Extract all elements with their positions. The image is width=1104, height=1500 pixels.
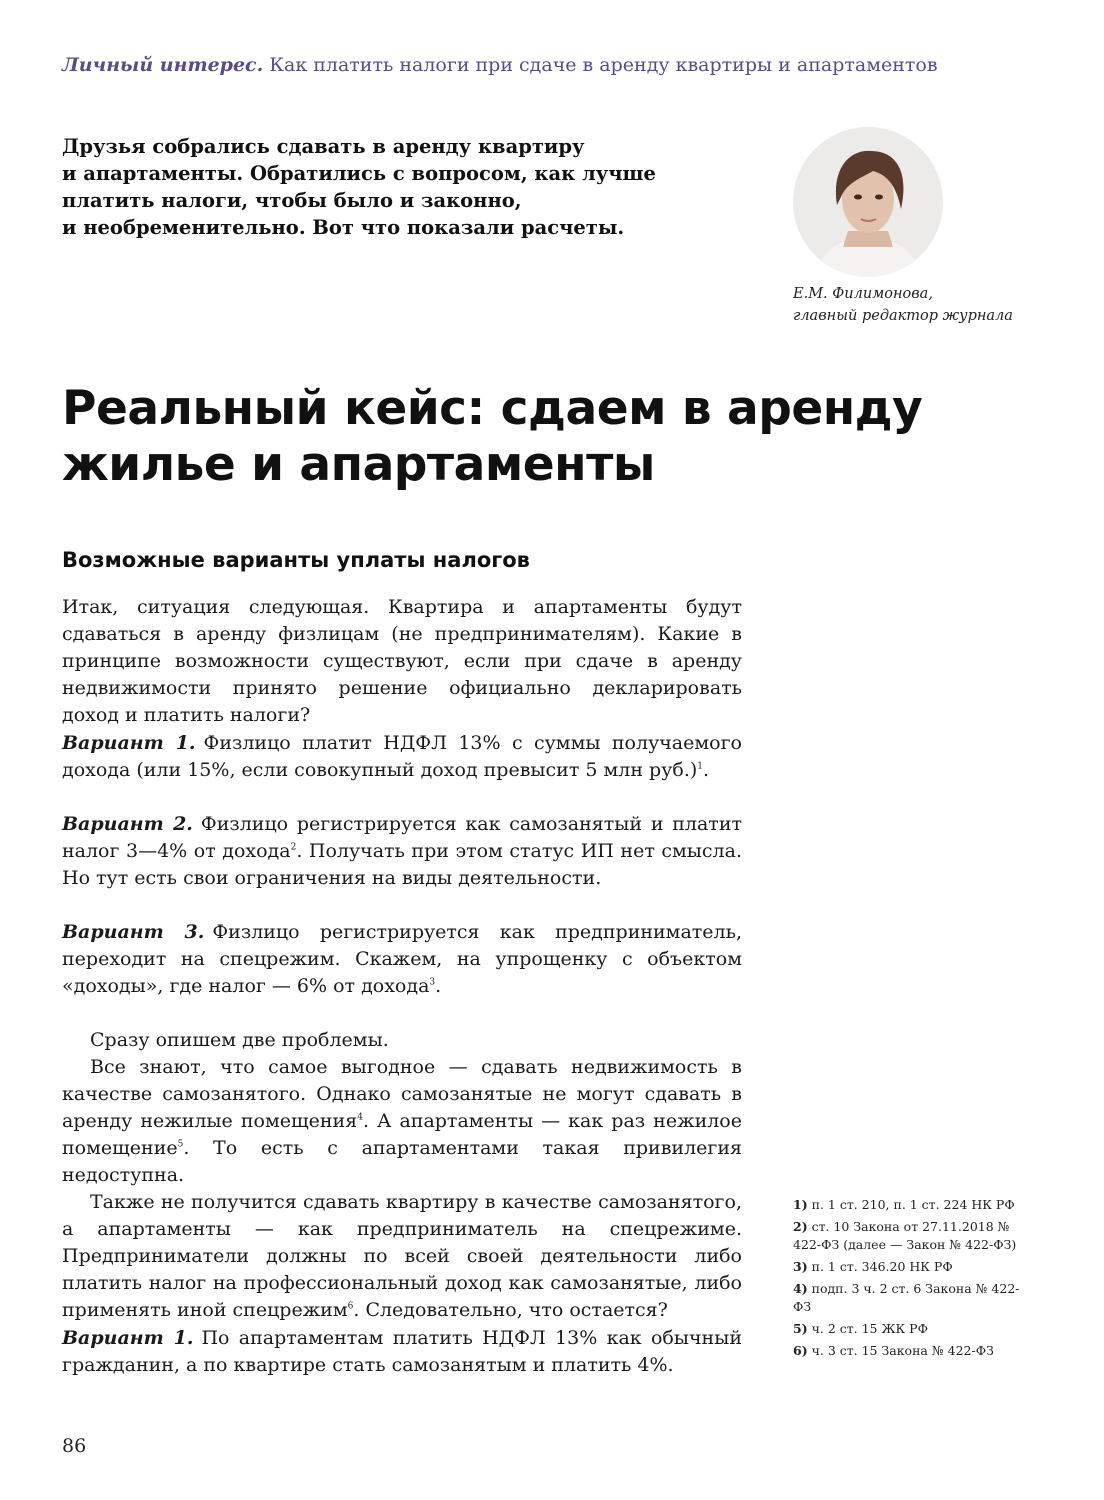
article-title-line: Реальный кейс: сдаем в аренду	[62, 381, 923, 436]
variant-label: Вариант 1.	[62, 1327, 194, 1349]
variant-text: По апартаментам платить НДФЛ 13% как обычный гражданин, а по квартире стать самозанятым и платить 4%.	[62, 1327, 742, 1376]
header-rubric: Личный интерес.	[62, 54, 264, 76]
footnote-item: 4) подп. 3 ч. 2 ст. 6 Закона № 422-ФЗ	[793, 1281, 1020, 1314]
body-paragraph: Также не получится сдавать квартиру в качестве самозанятого, а апартаменты — как предприниматель на спецрежиме. Предприниматели должны по всей своей деятельности либо платить налог на профессиональный доход как самозанятые, либо применять иной спецрежим$^6$. Следовательно, что остается?	[62, 1191, 742, 1321]
author-caption	[793, 283, 1013, 327]
footnote-ref: 2	[290, 842, 297, 853]
lead-line: платить налоги, чтобы было и законно,	[62, 189, 522, 212]
author-role: главный редактор журнала	[793, 308, 1013, 324]
variant-2-paragraph	[62, 811, 742, 892]
author-photo	[793, 127, 943, 277]
footnote-ref: 4	[357, 1112, 363, 1123]
author-portrait-icon	[793, 127, 943, 277]
author-name: Е.М. Филимонова,	[793, 286, 933, 302]
variant-1-paragraph	[62, 730, 742, 784]
footnote-item: 1) п. 1 ст. 210, п. 1 ст. 224 НК РФ	[793, 1197, 1015, 1212]
page-number: 86	[62, 1435, 87, 1457]
footnote-item: 5) ч. 2 ст. 15 ЖК РФ	[793, 1321, 928, 1336]
footnote-item: 3) п. 1 ст. 346.20 НК РФ	[793, 1259, 953, 1274]
header-title: Как платить налоги при сдаче в аренду квартиры и апартаментов	[269, 54, 938, 76]
variant-tail: .	[703, 759, 710, 781]
variant-3-paragraph	[62, 919, 742, 1000]
variant-tail: . Получать при этом статус ИП нет смысла. Но тут есть свои ограничения на виды деятельности.	[62, 840, 742, 889]
footnotes	[793, 1196, 1023, 1364]
variant-text: Физлицо платит НДФЛ 13% с суммы получаемого дохода (или 15%, если совокупный доход превысит 5 млн руб.)	[62, 732, 742, 781]
final-variant-paragraph	[62, 1325, 742, 1379]
body-paragraph: Все знают, что самое выгодное — сдавать недвижимость в качестве самозанятого. Однако самозанятые не могут сдавать в аренду нежилые помещения$^4$. А апартаменты — как раз нежилое помещение$^5$. То есть с апартаментами такая привилегия недоступна.	[62, 1056, 742, 1186]
lead-line: Друзья собрались сдавать в аренду квартиру	[62, 135, 585, 158]
section-title: Возможные варианты уплаты налогов	[62, 548, 530, 572]
variant-label: Вариант 3.	[62, 921, 205, 943]
lead-paragraph	[62, 133, 702, 241]
footnote-item: 2) ст. 10 Закона от 27.11.2018 № 422-ФЗ (далее — Закон № 422-ФЗ)	[793, 1219, 1017, 1252]
footnote-ref: 1	[697, 761, 704, 772]
problems-section	[62, 1027, 742, 1324]
footnote-ref: 5	[177, 1139, 184, 1150]
body-paragraph: Сразу опишем две проблемы.	[90, 1029, 389, 1051]
footnote-ref: 3	[429, 977, 436, 988]
variant-tail: .	[435, 975, 442, 997]
variant-label: Вариант 2.	[62, 813, 193, 835]
footnote-ref: 6	[347, 1301, 354, 1312]
footnote-item: 6) ч. 3 ст. 15 Закона № 422-ФЗ	[793, 1343, 994, 1358]
lead-line: и апартаменты. Обратились с вопросом, как лучше	[62, 162, 656, 185]
lead-line: и необременительно. Вот что показали расчеты.	[62, 216, 625, 239]
running-header	[62, 54, 938, 76]
variant-text: Физлицо регистрируется как предприниматель, переходит на спецрежим. Скажем, на упрощенку с объектом «доходы», где налог — 6% от дохода	[62, 921, 743, 997]
variant-label: Вариант 1.	[62, 732, 196, 754]
intro-paragraph: Итак, ситуация следующая. Квартира и апартаменты будут сдаваться в аренду физлицам (не предпринимателям). Какие в принципе возможности существуют, если при сдаче в аренду недвижимости принято решение официально декларировать доход и платить налоги?	[62, 596, 742, 726]
article-title-line: жилье и апартаменты	[62, 437, 655, 492]
variant-text: Физлицо регистрируется как самозанятый и платит налог 3—4% от дохода	[62, 813, 742, 862]
article-title	[62, 381, 962, 493]
